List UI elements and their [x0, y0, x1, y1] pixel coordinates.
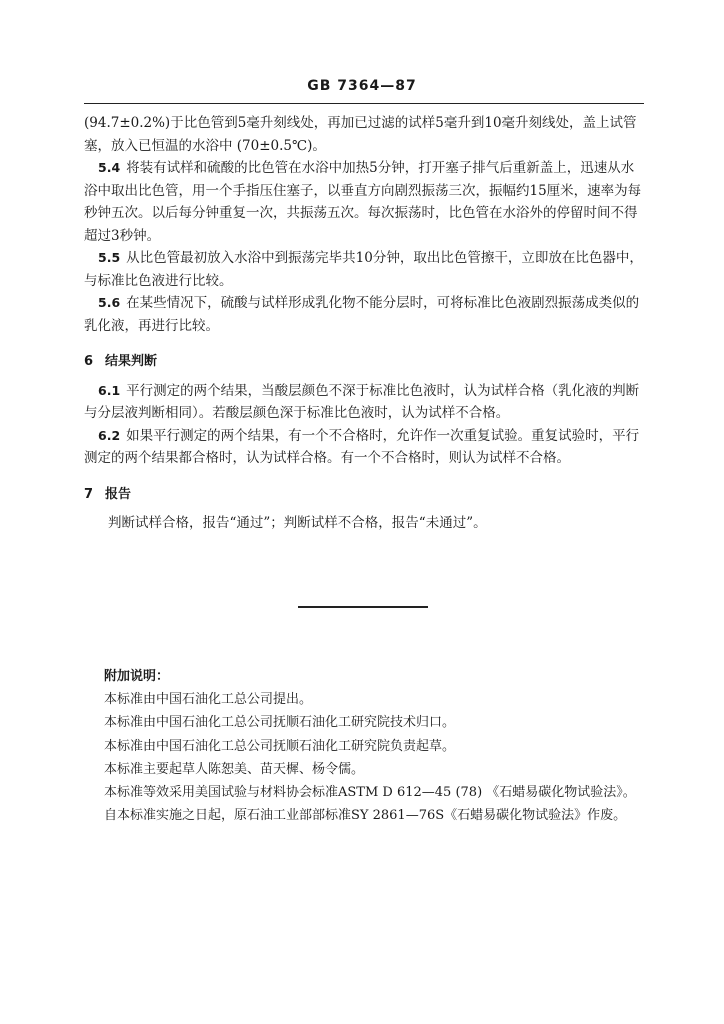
- clause-text: 平行测定的两个结果，当酸层颜色不深于标准比色液时，认为试样合格（乳化液的判断与分层液判断相同）。若酸层颜色深于标准比色液时，认为试样不合格。: [84, 382, 640, 421]
- clause-number: 5.6: [98, 295, 121, 310]
- report-paragraph: 判断试样合格，报告“通过”；判断试样不合格，报告“未通过”。: [108, 515, 487, 531]
- clause-6-2: [84, 425, 646, 470]
- section-number: 7: [84, 486, 94, 502]
- clause-number: 6.1: [98, 382, 121, 398]
- notes-line: 本标准由中国石油化工总公司提出。: [104, 692, 313, 708]
- end-of-text-rule: [298, 606, 428, 608]
- document-body: [84, 112, 646, 535]
- notes-title: 附加说明：: [104, 669, 170, 684]
- section-title: 报告: [105, 486, 132, 502]
- clause-number: 6.2: [98, 427, 121, 443]
- section-number: 6: [84, 354, 94, 369]
- clause-5-4: [84, 157, 646, 247]
- page-header-title: GB 7364—87: [307, 78, 417, 94]
- clause-5-5: [84, 247, 646, 292]
- clause-text: 从比色管最初放入水浴中到振荡完毕共10分钟，取出比色管擦干，立即放在比色器中，与标准比色液进行比较。: [84, 250, 643, 289]
- paragraph-continuation: (94.7±0.2%)于比色管到5毫升刻线处，再加已过滤的试样5毫升到10毫升刻线处，盖上试管塞，放入已恒温的水浴中 (70±0.5℃)。: [84, 115, 637, 154]
- clause-text: 在某些情况下，硫酸与试样形成乳化物不能分层时，可将标准比色液剧烈振荡成类似的乳化液，再进行比较。: [84, 295, 640, 334]
- notes-line: 本标准由中国石油化工总公司抚顺石油化工研究院技术归口。: [104, 715, 456, 731]
- clause-number: 5.5: [98, 250, 121, 265]
- additional-notes: [104, 665, 664, 827]
- clause-text: 将装有试样和硫酸的比色管在水浴中加热5分钟，打开塞子排气后重新盖上，迅速从水浴中取出比色管，用一个手指压住塞子，以垂直方向剧烈振荡三次，振幅约15厘米，速率为每秒钟五次。以后每分钟重复一次，共振荡五次。每次振荡时，比色管在水浴外的停留时间不得超过3秒钟。: [84, 160, 642, 244]
- notes-line: 自本标准实施之日起，原石油工业部部标准SY 2861—76S《石蜡易碳化物试验法》作废。: [104, 808, 627, 824]
- clause-number: 5.4: [98, 160, 121, 175]
- section-title: 结果判断: [105, 354, 158, 369]
- clause-text: 如果平行测定的两个结果，有一个不合格时，允许作一次重复试验。重复试验时，平行测定的两个结果都合格时，认为试样合格。有一个不合格时，则认为试样不合格。: [84, 427, 640, 466]
- header-divider: [84, 103, 644, 104]
- section-6-heading: [84, 351, 646, 374]
- clause-5-6: [84, 292, 646, 337]
- notes-line: 本标准主要起草人陈恕美、苗天樨、杨令儒。: [104, 761, 365, 777]
- clause-6-1: [84, 380, 646, 425]
- notes-line: 本标准等效采用美国试验与材料协会标准ASTM D 612—45 (78) 《石蜡易碳化物试验法》。: [104, 785, 636, 801]
- section-7-heading: [84, 484, 646, 507]
- notes-line: 本标准由中国石油化工总公司抚顺石油化工研究院负责起草。: [104, 738, 456, 754]
